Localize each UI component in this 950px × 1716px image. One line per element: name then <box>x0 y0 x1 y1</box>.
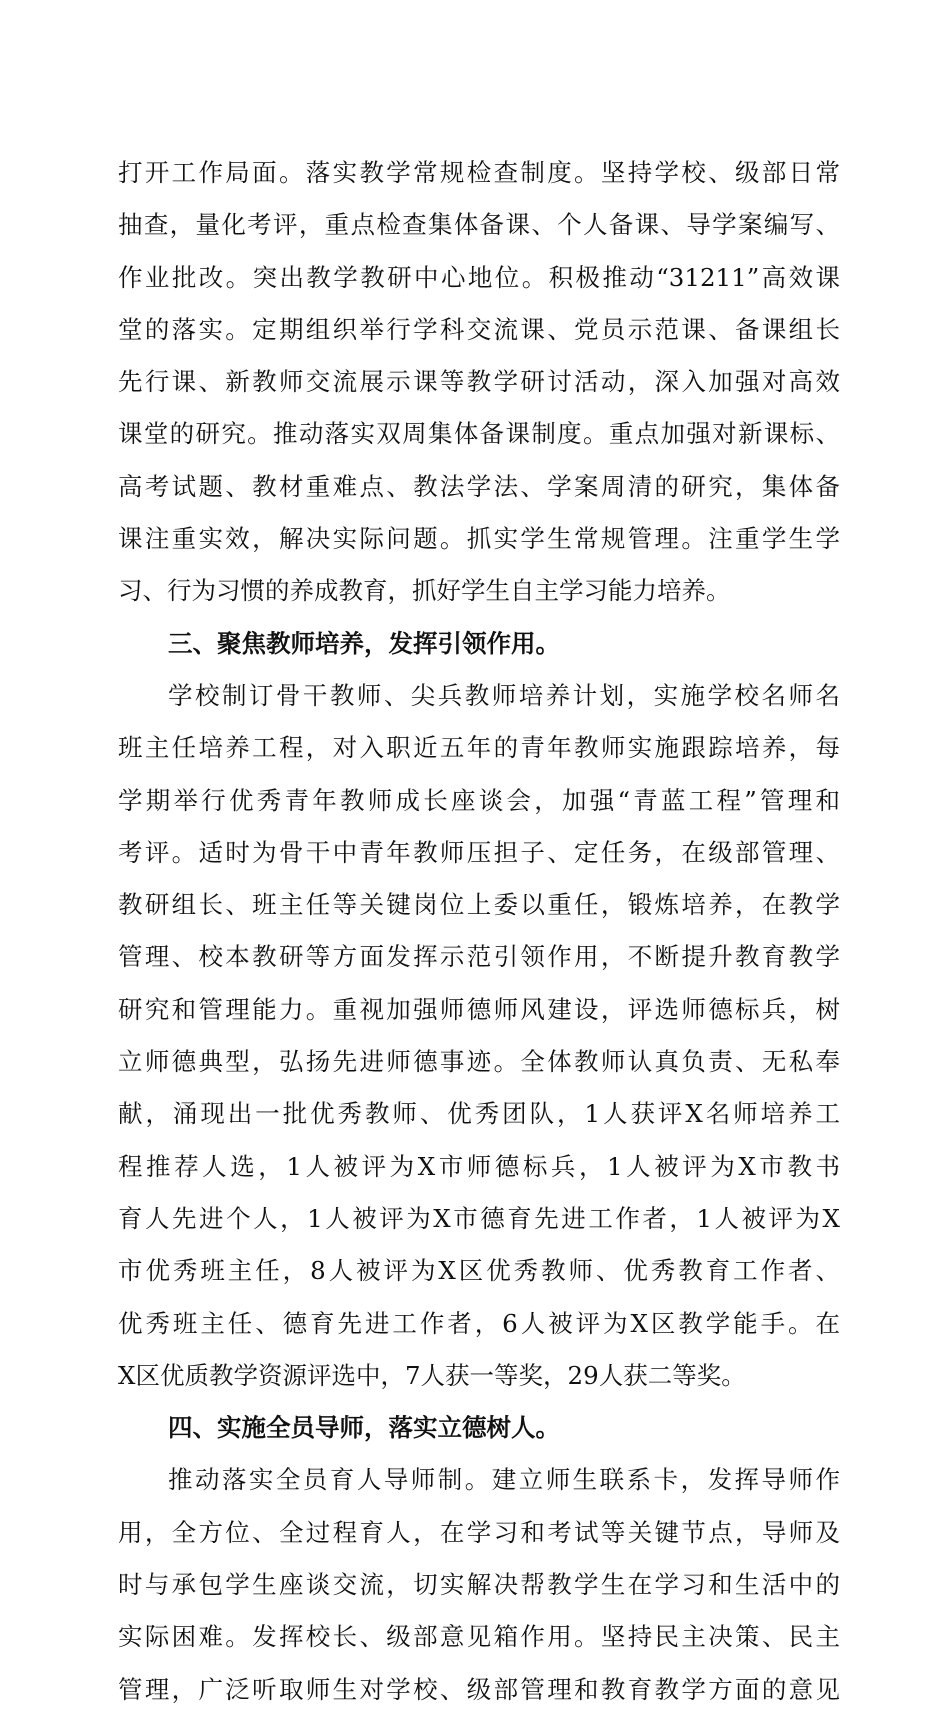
text-line: 抽查，量化考评，重点检查集体备课、个人备课、导学案编写、 <box>118 210 840 240</box>
text-line: 先行课、新教师交流展示课等教学研讨活动，深入加强对高效 <box>118 367 840 397</box>
text-line: 献，涌现出一批优秀教师、优秀团队，1人获评X名师培养工 <box>118 1099 840 1129</box>
text-line: 市优秀班主任，8人被评为X区优秀教师、优秀教育工作者、 <box>118 1256 840 1286</box>
text-line: 习、行为习惯的养成教育，抓好学生自主学习能力培养。 <box>118 576 731 606</box>
text-line: 教研组长、班主任等关键岗位上委以重任，锻炼培养，在教学 <box>118 890 840 920</box>
text-line: 研究和管理能力。重视加强师德师风建设，评选师德标兵，树 <box>118 994 840 1024</box>
text-line: 班主任培养工程，对入职近五年的青年教师实施跟踪培养，每 <box>118 733 840 763</box>
text-line: 管理，广泛听取师生对学校、级部管理和教育教学方面的意见 <box>118 1674 840 1704</box>
text-line: 育人先进个人，1人被评为X市德育先进工作者，1人被评为X <box>118 1203 840 1233</box>
text-line: 课注重实效，解决实际问题。抓实学生常规管理。注重学生学 <box>118 524 840 554</box>
text-line: 优秀班主任、德育先进工作者，6人被评为X区教学能手。在 <box>118 1308 840 1338</box>
text-line: 高考试题、教材重难点、教法学法、学案周清的研究，集体备 <box>118 471 840 501</box>
text-line: 考评。适时为骨干中青年教师压担子、定任务，在级部管理、 <box>118 837 840 867</box>
section-heading: 三、聚焦教师培养，发挥引领作用。 <box>168 628 560 658</box>
text-line: 推动落实全员育人导师制。建立师生联系卡，发挥导师作 <box>168 1465 840 1495</box>
text-line: 用，全方位、全过程育人，在学习和考试等关键节点，导师及 <box>118 1517 840 1547</box>
section-heading: 四、实施全员导师，落实立德树人。 <box>168 1413 560 1443</box>
text-line: 课堂的研究。推动落实双周集体备课制度。重点加强对新课标、 <box>118 419 840 449</box>
text-line: 堂的落实。定期组织举行学科交流课、党员示范课、备课组长 <box>118 314 840 344</box>
text-line: 管理、校本教研等方面发挥示范引领作用，不断提升教育教学 <box>118 942 840 972</box>
text-line: 学校制订骨干教师、尖兵教师培养计划，实施学校名师名 <box>168 680 840 710</box>
text-line: 作业批改。突出教学教研中心地位。积极推动“31211”高效课 <box>118 262 840 292</box>
text-line: X区优质教学资源评选中，7人获一等奖，29人获二等奖。 <box>118 1360 746 1390</box>
text-line: 立师德典型，弘扬先进师德事迹。全体教师认真负责、无私奉 <box>118 1047 840 1077</box>
document-body <box>118 147 840 1716</box>
text-line: 打开工作局面。落实教学常规检查制度。坚持学校、级部日常 <box>118 158 840 187</box>
text-line: 程推荐人选，1人被评为X市师德标兵，1人被评为X市教书 <box>118 1151 840 1181</box>
text-line: 时与承包学生座谈交流，切实解决帮教学生在学习和生活中的 <box>118 1570 840 1600</box>
text-line: 学期举行优秀青年教师成长座谈会，加强“青蓝工程”管理和 <box>118 785 840 815</box>
text-line: 实际困难。发挥校长、级部意见箱作用。坚持民主决策、民主 <box>118 1622 840 1652</box>
